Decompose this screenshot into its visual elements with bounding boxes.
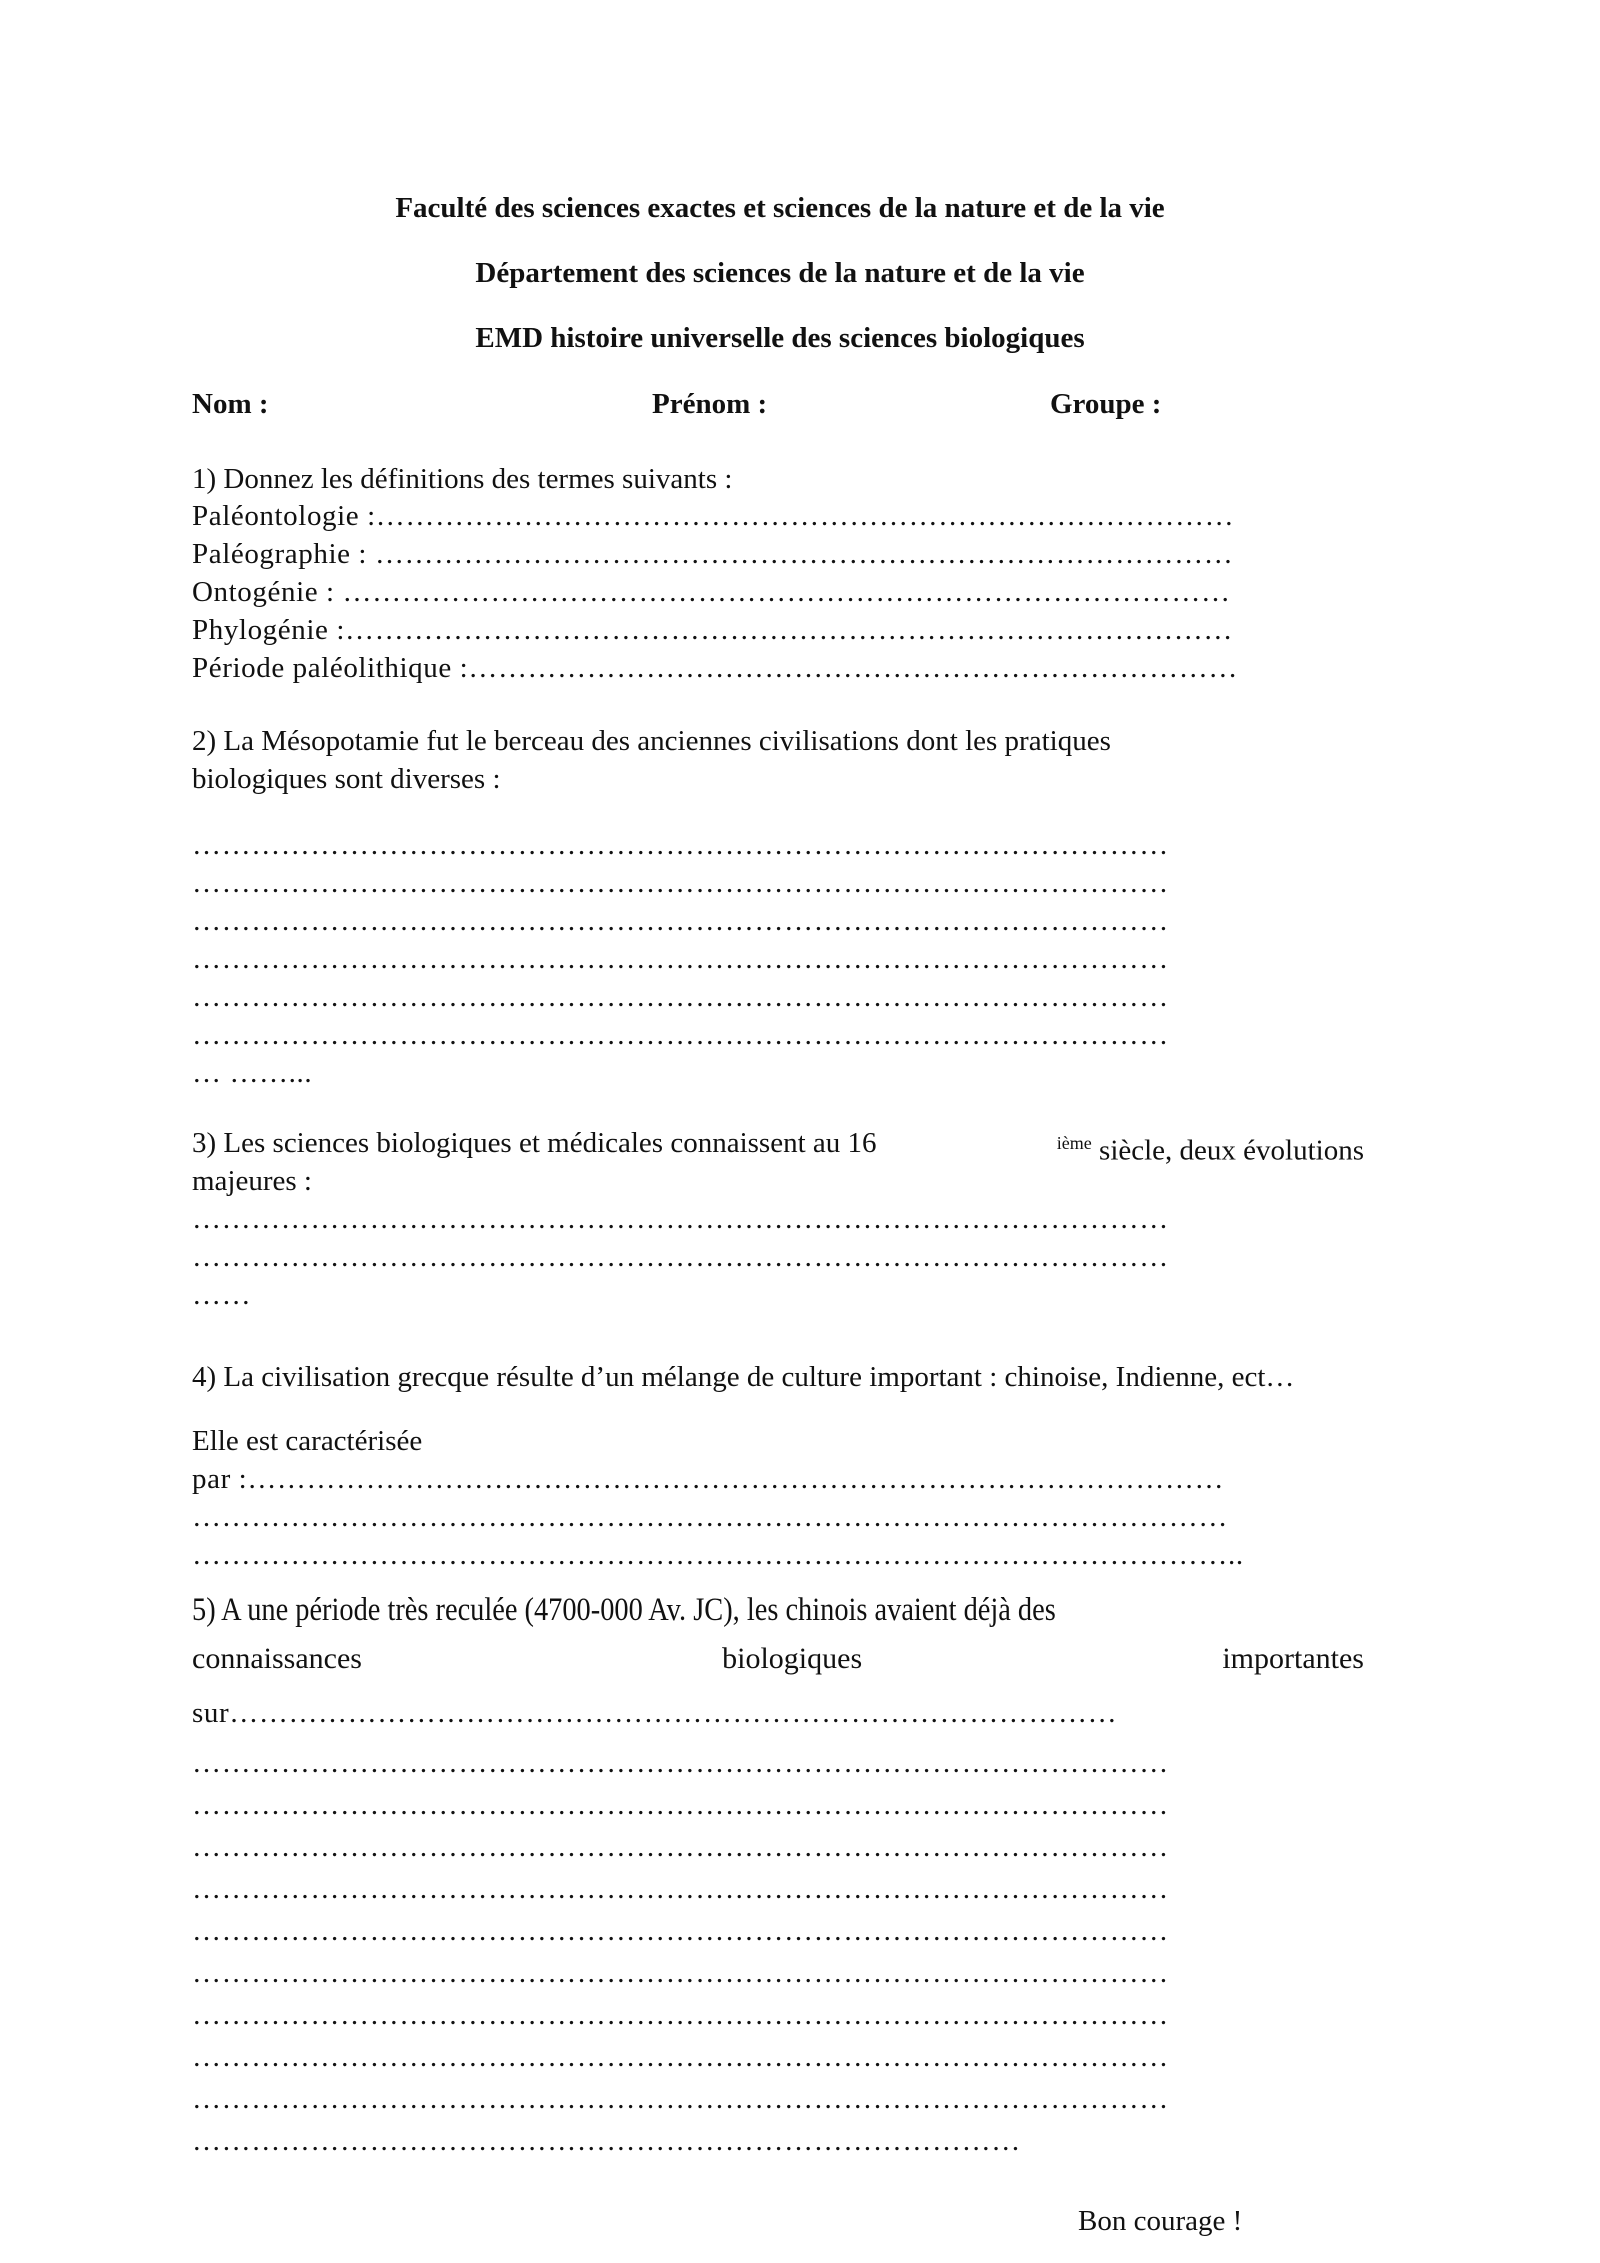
q2-answer-line: ……………………………………………………………………………………… bbox=[192, 981, 1169, 1013]
q1-prompt: 1) Donnez les définitions des termes suivants : bbox=[192, 463, 733, 495]
q5-answer-line: ……………………………………………………………………………………… bbox=[192, 1747, 1169, 1779]
q4-answer-line: …………………………………………………………………………………………….. bbox=[192, 1539, 1244, 1571]
q2-answer-line: … ……... bbox=[192, 1057, 313, 1089]
q5-answer-line: ……………………………………………………………………………………… bbox=[192, 1999, 1169, 2031]
groupe-label: Groupe : bbox=[1050, 388, 1162, 420]
q2-answer-line: ……………………………………………………………………………………… bbox=[192, 829, 1169, 861]
q3-answer-line: ……………………………………………………………………………………… bbox=[192, 1203, 1169, 1235]
q5-answer-line: ……………………………………………………………………………………… bbox=[192, 1873, 1169, 1905]
q4-prompt: 4) La civilisation grecque résulte d’un mélange de culture important : chinoise, Indienne, ect… bbox=[192, 1361, 1295, 1393]
q3-prompt-end: siècle, deux évolutions bbox=[1091, 1134, 1364, 1167]
q5-word-biologiques: biologiques bbox=[722, 1642, 863, 1675]
q3-answer-line: ……………………………………………………………………………………… bbox=[192, 1241, 1169, 1273]
q3-prompt-line2: majeures : bbox=[192, 1165, 312, 1197]
q2-answer-line: ……………………………………………………………………………………… bbox=[192, 1019, 1169, 1051]
q2-answer-line: ……………………………………………………………………………………… bbox=[192, 943, 1169, 975]
exam-title: EMD histoire universelle des sciences biologiques bbox=[475, 322, 1085, 354]
q5-prompt-line2 bbox=[192, 1642, 1364, 1676]
q1-term-phylogenie: Phylogénie :……………………………………………………………………………… bbox=[192, 614, 1233, 646]
closing-message: Bon courage ! bbox=[1078, 2205, 1243, 2237]
q4-line3: par :……………………………………………………………………………………… bbox=[192, 1463, 1225, 1495]
faculty-title: Faculté des sciences exactes et sciences de la nature et de la vie bbox=[395, 192, 1165, 224]
q3-prompt-line1 bbox=[192, 1124, 1364, 1170]
q1-term-paleontologie: Paléontologie :…………………………………………………………………………… bbox=[192, 500, 1235, 532]
q5-answer-line: ……………………………………………………………………………………… bbox=[192, 1957, 1169, 1989]
q5-answer-line: ……………………………………………………………………………………… bbox=[192, 2041, 1169, 2073]
q5-line3: sur……………………………………………………………………………… bbox=[192, 1697, 1118, 1729]
q3-answer-line: …… bbox=[192, 1279, 252, 1311]
q2-prompt-line2: biologiques sont diverses : bbox=[192, 763, 501, 795]
q1-term-paleographie: Paléographie : …………………………………………………………………………… bbox=[192, 538, 1234, 570]
q5-answer-line: ………………………………………………………………………… bbox=[192, 2125, 1021, 2157]
q1-term-periode-paleolithique: Période paléolithique :…………………………………………………………………… bbox=[192, 652, 1238, 684]
q5-answer-line: ……………………………………………………………………………………… bbox=[192, 1831, 1169, 1863]
q1-term-ontogenie: Ontogénie : ……………………………………………………………………………… bbox=[192, 576, 1231, 608]
q2-answer-line: ……………………………………………………………………………………… bbox=[192, 867, 1169, 899]
nom-label: Nom : bbox=[192, 388, 269, 420]
department-title: Département des sciences de la nature et de la vie bbox=[475, 257, 1085, 289]
q5-answer-line: ……………………………………………………………………………………… bbox=[192, 1789, 1169, 1821]
prenom-label: Prénom : bbox=[652, 388, 768, 420]
q5-word-connaissances: connaissances bbox=[192, 1642, 362, 1675]
q3-superscript: ième bbox=[1056, 1133, 1092, 1153]
q4-line2: Elle est caractérisée bbox=[192, 1425, 423, 1457]
q2-answer-line: ……………………………………………………………………………………… bbox=[192, 905, 1169, 937]
q4-answer-line: …………………………………………………………………………………………… bbox=[192, 1501, 1228, 1533]
q5-word-importantes: importantes bbox=[1222, 1642, 1364, 1675]
q5-prompt-line1: 5) A une période très reculée (4700-000 Av. JC), les chinois avaient déjà des bbox=[192, 1592, 1056, 1628]
q5-answer-line: ……………………………………………………………………………………… bbox=[192, 1915, 1169, 1947]
q5-answer-line: ……………………………………………………………………………………… bbox=[192, 2083, 1169, 2115]
q2-prompt-line1: 2) La Mésopotamie fut le berceau des anciennes civilisations dont les pratiques bbox=[192, 725, 1111, 757]
q3-prompt-start: 3) Les sciences biologiques et médicales connaissent au 16 bbox=[192, 1127, 877, 1159]
